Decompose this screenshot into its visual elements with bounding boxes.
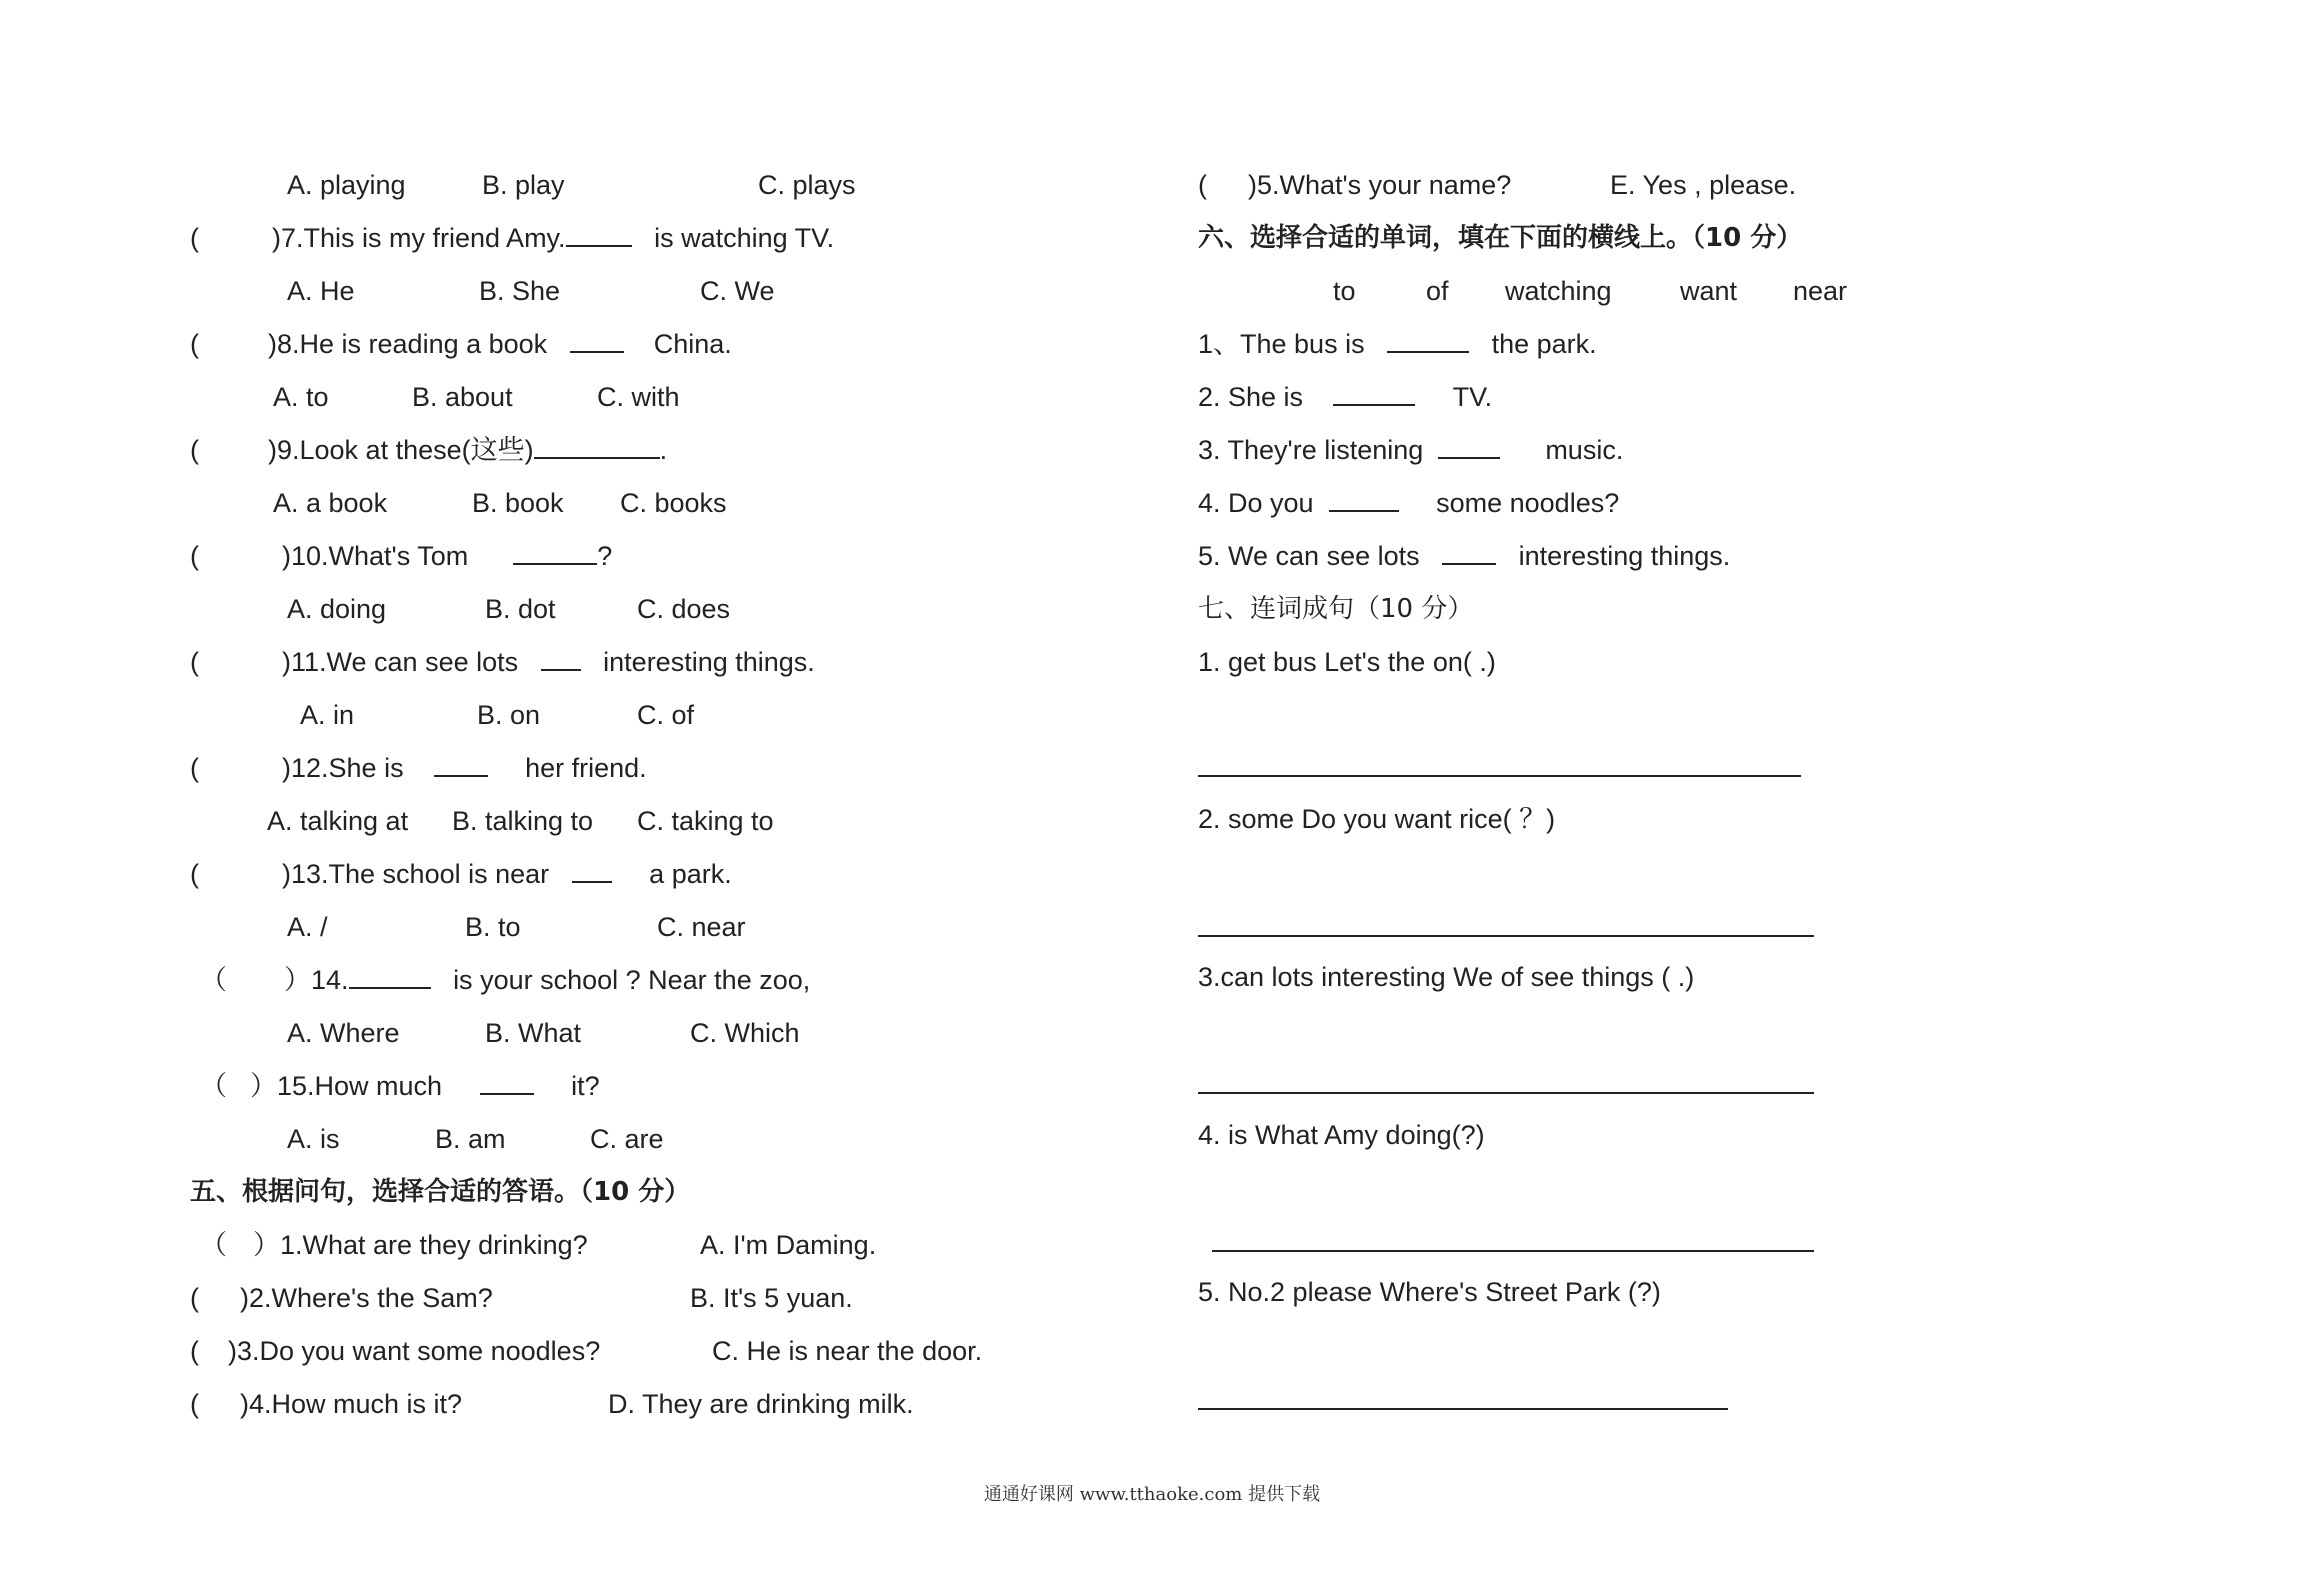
s5-answer-d: D. They are drinking milk. — [608, 1389, 914, 1419]
section-6-title: 六、选择合适的单词，填在下面的横线上。（10 分） — [1198, 223, 1803, 253]
s7-q1: 1. get bus Let's the on( .) — [1198, 647, 1496, 677]
q7-question: )7.This is my friend Amy. is watching TV. — [272, 223, 835, 253]
q14-opt-c: C. Which — [690, 1018, 800, 1048]
q8-question: )8.He is reading a book China. — [268, 329, 732, 359]
q12-opt-c: C. taking to — [637, 806, 774, 836]
q11-paren: ( — [190, 647, 199, 677]
s7-q3-answer-line[interactable] — [1198, 1092, 1814, 1094]
s6-q4-blank[interactable] — [1329, 510, 1399, 512]
q10-blank[interactable] — [513, 563, 597, 565]
q14-paren: （ — [200, 965, 227, 995]
q15-opt-b: B. am — [435, 1124, 506, 1154]
q15-blank[interactable] — [480, 1093, 534, 1095]
word-bank-3: watching — [1505, 276, 1612, 306]
section-5-title: 五、根据问句，选择合适的答语。（10 分） — [190, 1177, 691, 1207]
section-7-title: 七、连词成句（10 分） — [1198, 594, 1474, 624]
q10-opt-a: A. doing — [287, 594, 387, 624]
q6-opt-b: B. play — [482, 170, 565, 200]
s6-q3: 3. They're listening music. — [1198, 435, 1624, 465]
word-bank-4: want — [1680, 276, 1738, 306]
q11-opt-c: C. of — [637, 700, 695, 730]
word-bank-2: of — [1426, 276, 1449, 306]
q7-paren: ( — [190, 223, 199, 253]
q11-opt-b: B. on — [477, 700, 541, 730]
q8-paren: ( — [190, 329, 199, 359]
s5-q5-question: )5.What's your name? — [1248, 170, 1512, 200]
q11-opt-a: A. in — [300, 700, 355, 730]
q9-blank[interactable] — [534, 457, 660, 459]
s5-answer-c: C. He is near the door. — [712, 1336, 983, 1366]
q8-opt-c: C. with — [597, 382, 680, 412]
q8-opt-b: B. about — [412, 382, 513, 412]
q13-opt-c: C. near — [657, 912, 746, 942]
q10-opt-c: C. does — [637, 594, 731, 624]
s5-answer-e: E. Yes , please. — [1610, 170, 1797, 200]
q13-opt-a: A. / — [287, 912, 328, 942]
q15-question: ）15.How much it? — [250, 1071, 600, 1101]
q9-opt-a: A. a book — [273, 488, 388, 518]
s5-q4-paren: ( — [190, 1389, 199, 1419]
s5-q3-paren: ( — [190, 1336, 199, 1366]
q14-opt-b: B. What — [485, 1018, 582, 1048]
s7-q2: 2. some Do you want rice( ？) — [1198, 804, 1556, 834]
s6-q1: 1、The bus is the park. — [1198, 329, 1597, 359]
q10-paren: ( — [190, 541, 199, 571]
q6-opt-a: A. playing — [287, 170, 406, 200]
footer-source: 通通好课网 www.tthaoke.com 提供下载 — [983, 1484, 1321, 1505]
word-bank-5: near — [1793, 276, 1848, 306]
q14-opt-a: A. Where — [287, 1018, 400, 1048]
s6-q5-blank[interactable] — [1442, 563, 1496, 565]
q9-opt-c: C. books — [620, 488, 727, 518]
q10-opt-b: B. dot — [485, 594, 556, 624]
q8-opt-a: A. to — [273, 382, 329, 412]
s5-q2-paren: ( — [190, 1283, 199, 1313]
q15-opt-c: C. are — [590, 1124, 664, 1154]
q12-opt-b: B. talking to — [452, 806, 594, 836]
s5-q5-paren: ( — [1198, 170, 1207, 200]
s6-q3-blank[interactable] — [1438, 457, 1500, 459]
q12-paren: ( — [190, 753, 199, 783]
q13-blank[interactable] — [572, 881, 612, 883]
s7-q3: 3.can lots interesting We of see things ( .) — [1198, 962, 1695, 992]
q13-paren: ( — [190, 859, 199, 889]
s6-q4: 4. Do you some noodles? — [1198, 488, 1620, 518]
s5-answer-a: A. I'm Daming. — [700, 1230, 877, 1260]
s5-q3-question: )3.Do you want some noodles? — [228, 1336, 601, 1366]
q10-question: )10.What's Tom ? — [282, 541, 613, 571]
s7-q4-answer-line[interactable] — [1212, 1250, 1814, 1252]
q9-opt-b: B. book — [472, 488, 564, 518]
s6-q1-blank[interactable] — [1387, 351, 1469, 353]
q7-opt-b: B. She — [479, 276, 561, 306]
q15-paren: （ — [200, 1071, 227, 1101]
q13-question: )13.The school is near a park. — [282, 859, 732, 889]
s5-q1-paren: （ — [200, 1230, 227, 1260]
q12-opt-a: A. talking at — [267, 806, 409, 836]
q11-blank[interactable] — [541, 669, 581, 671]
s7-q1-answer-line[interactable] — [1198, 775, 1801, 777]
s7-q4: 4. is What Amy doing(?) — [1198, 1120, 1485, 1150]
s5-q2-question: )2.Where's the Sam? — [240, 1283, 493, 1313]
q15-opt-a: A. is — [287, 1124, 340, 1154]
q8-blank[interactable] — [570, 351, 624, 353]
q7-opt-a: A. He — [287, 276, 355, 306]
s5-q4-question: )4.How much is it? — [240, 1389, 463, 1419]
s5-answer-b: B. It's 5 yuan. — [690, 1283, 853, 1313]
q14-blank[interactable] — [349, 987, 431, 989]
s7-q2-answer-line[interactable] — [1198, 935, 1814, 937]
q13-opt-b: B. to — [465, 912, 521, 942]
q11-question: )11.We can see lots interesting things. — [282, 647, 815, 677]
q12-blank[interactable] — [434, 775, 488, 777]
s7-q5-answer-line[interactable] — [1198, 1408, 1728, 1410]
s6-q5: 5. We can see lots interesting things. — [1198, 541, 1731, 571]
q7-opt-c: C. We — [700, 276, 775, 306]
q14-question: ）14. is your school ? Near the zoo, — [284, 965, 811, 995]
s5-q1-question: ）1.What are they drinking? — [253, 1230, 588, 1260]
q9-question: )9.Look at these(这些) . — [268, 435, 668, 465]
q9-paren: ( — [190, 435, 199, 465]
q6-opt-c: C. plays — [758, 170, 856, 200]
q12-question: )12.She is her friend. — [282, 753, 647, 783]
word-bank-1: to — [1333, 276, 1356, 306]
s6-q2-blank[interactable] — [1333, 404, 1415, 406]
s6-q2: 2. She is TV. — [1198, 382, 1493, 412]
q7-blank[interactable] — [566, 245, 632, 247]
s7-q5: 5. No.2 please Where's Street Park (?) — [1198, 1277, 1661, 1307]
